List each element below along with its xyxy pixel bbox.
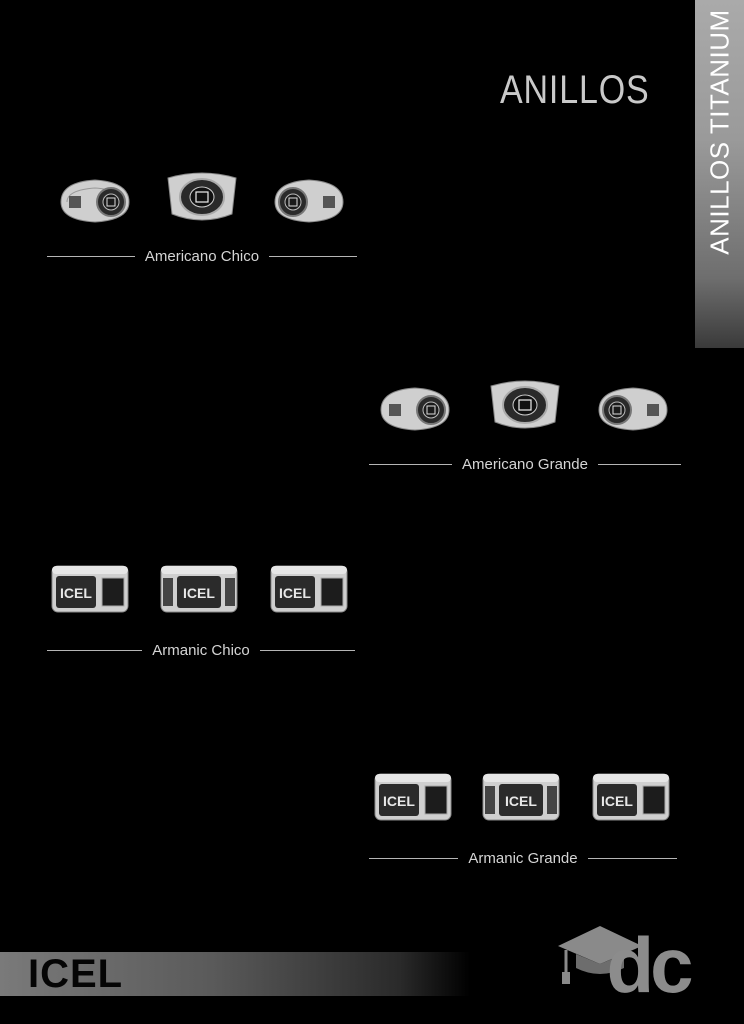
ring-group-americano-chico [47, 168, 357, 268]
ring-caption: Americano Chico [144, 248, 260, 265]
caption-divider-right [598, 464, 681, 465]
ring-engraving: ICEL [383, 793, 415, 809]
ring-group-armanic-grande [369, 768, 677, 872]
ring-image-american-front [162, 168, 242, 226]
caption-divider-left [47, 256, 135, 257]
ring-row [369, 768, 677, 830]
ring-image-armanic-left [50, 560, 130, 618]
caption-row [47, 248, 357, 265]
ring-row [369, 376, 681, 438]
caption-divider-right [588, 858, 677, 859]
logo-mark: dc [606, 921, 690, 1002]
ring-image-american-front [485, 376, 565, 434]
ring-image-american-right [269, 168, 349, 226]
ring-image-armanic-front [481, 768, 561, 826]
ring-engraving: ICEL [505, 793, 537, 809]
ring-engraving: ICEL [601, 793, 633, 809]
ring-caption: Armanic Grande [468, 850, 578, 867]
caption-row [369, 850, 677, 867]
ring-image-american-right [593, 376, 673, 434]
footer-bar [0, 952, 470, 996]
ring-row [47, 560, 355, 622]
caption-divider-left [47, 650, 142, 651]
ring-engraving: ICEL [183, 585, 215, 601]
caption-divider-left [369, 464, 452, 465]
footer-brand: ICEL [28, 952, 124, 996]
ring-image-armanic-right [269, 560, 349, 618]
ring-image-armanic-front [159, 560, 239, 618]
caption-row [47, 642, 355, 659]
caption-divider-left [369, 858, 458, 859]
caption-divider-right [260, 650, 355, 651]
ring-group-americano-grande [369, 376, 681, 476]
ring-engraving: ICEL [279, 585, 311, 601]
ring-caption: Americano Grande [462, 456, 588, 473]
ring-caption: Armanic Chico [152, 642, 250, 659]
ring-image-armanic-right [591, 768, 671, 826]
ring-image-american-left [375, 376, 455, 434]
dc-logo [556, 902, 716, 1002]
ring-engraving: ICEL [60, 585, 92, 601]
caption-row [369, 456, 681, 473]
page-title: ANILLOS [500, 68, 650, 112]
caption-divider-right [269, 256, 357, 257]
ring-row [47, 168, 357, 230]
side-tab-label: ANILLOS TITANIUM [704, 9, 734, 255]
ring-group-armanic-chico [47, 560, 355, 664]
ring-image-armanic-left [373, 768, 453, 826]
side-tab [695, 0, 744, 348]
ring-image-american-left [55, 168, 135, 226]
